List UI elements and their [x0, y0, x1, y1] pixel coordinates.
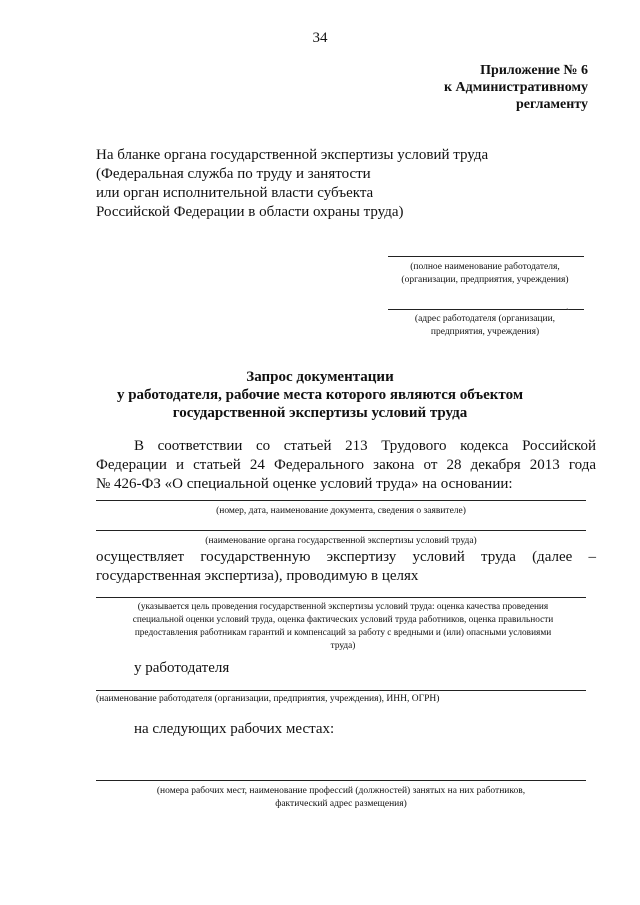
employer-address-caption [380, 313, 590, 339]
paragraph-basis-line-1: В соответствии со статьей 213 Трудового кодекса Российской [134, 438, 596, 454]
blank-header-line-1: На бланке органа государственной экспертизы условий труда [96, 147, 489, 163]
workplaces-line[interactable] [96, 780, 586, 781]
employer-name-caption-line-2: (организации, предприятия, учреждения) [401, 275, 569, 285]
appendix-line-2: к Административному [443, 80, 588, 95]
paragraph-basis-line-2: Федерации и статьей 24 Федерального закона от 28 декабря 2013 года [96, 457, 596, 473]
appendix-header [444, 62, 588, 113]
employer-address-caption-line-2: предприятия, учреждения) [430, 327, 540, 337]
employer-name-line[interactable] [388, 256, 584, 257]
paragraph-basis-line-3: № 426-ФЗ «О специальной оценке условий труда» на основании: [96, 476, 513, 492]
paragraph-expertise [96, 548, 596, 586]
workplaces-caption-line-2: фактический адрес размещения) [275, 799, 407, 809]
document-title [0, 368, 640, 422]
employer-details-line[interactable] [96, 690, 586, 691]
workplaces-caption [96, 785, 586, 811]
employer-details-caption: (наименование работодателя (организации, предприятия, учреждения), ИНН, ОГРН) [96, 694, 440, 704]
title-line-2: у работодателя, рабочие места которого являются объектом [116, 387, 524, 403]
paragraph-basis [96, 437, 596, 494]
blank-header-line-2: (Федеральная служба по труду и занятости [96, 166, 371, 182]
basis-document-caption: (номер, дата, наименование документа, сведения о заявителе) [216, 506, 466, 516]
purpose-caption-line-3: предоставления работникам гарантий и компенсаций за работу с вредными и (или) опасными условиями [134, 628, 552, 638]
expertise-organ-line[interactable] [96, 530, 586, 531]
purpose-caption-line-2: специальной оценки условий труда, оценка фактических условий труда работников, оценка правильности [132, 615, 554, 625]
employer-address-caption-line-1: (адрес работодателя (организации, [414, 314, 556, 324]
employer-address-line[interactable] [388, 309, 584, 310]
blank-header [96, 146, 488, 222]
employer-name-caption-line-1: (полное наименование работодателя, [410, 262, 560, 272]
workplaces-label: на следующих рабочих местах: [134, 721, 335, 737]
title-line-1: Запрос документации [246, 369, 394, 385]
purpose-caption-line-1: (указывается цель проведения государственной экспертизы условий труда: оценка качества проведения [137, 602, 549, 612]
title-line-3: государственной экспертизы условий труда [172, 405, 468, 421]
appendix-line-3: регламенту [515, 97, 588, 112]
purpose-caption-line-4: труда) [330, 641, 356, 651]
employer-label: у работодателя [134, 660, 230, 676]
blank-header-line-4: Российской Федерации в области охраны труда) [96, 204, 404, 220]
workplaces-caption-line-1: (номера рабочих мест, наименование профессий (должностей) занятых на них работников, [156, 786, 526, 796]
employer-name-caption [380, 261, 590, 287]
purpose-line[interactable] [96, 597, 586, 598]
appendix-line-1: Приложение № 6 [480, 63, 588, 78]
blank-header-line-3: или орган исполнительной власти субъекта [96, 185, 374, 201]
page-number: 34 [312, 30, 328, 46]
basis-document-line[interactable] [96, 500, 586, 501]
purpose-caption [96, 601, 590, 653]
paragraph-expertise-line-1: осуществляет государственную экспертизу условий труда (далее – [96, 549, 596, 565]
paragraph-expertise-line-2: государственная экспертиза), проводимую в целях [96, 568, 419, 584]
scan-mark: ` [566, 308, 570, 319]
expertise-organ-caption: (наименование органа государственной экспертизы условий труда) [205, 536, 477, 546]
